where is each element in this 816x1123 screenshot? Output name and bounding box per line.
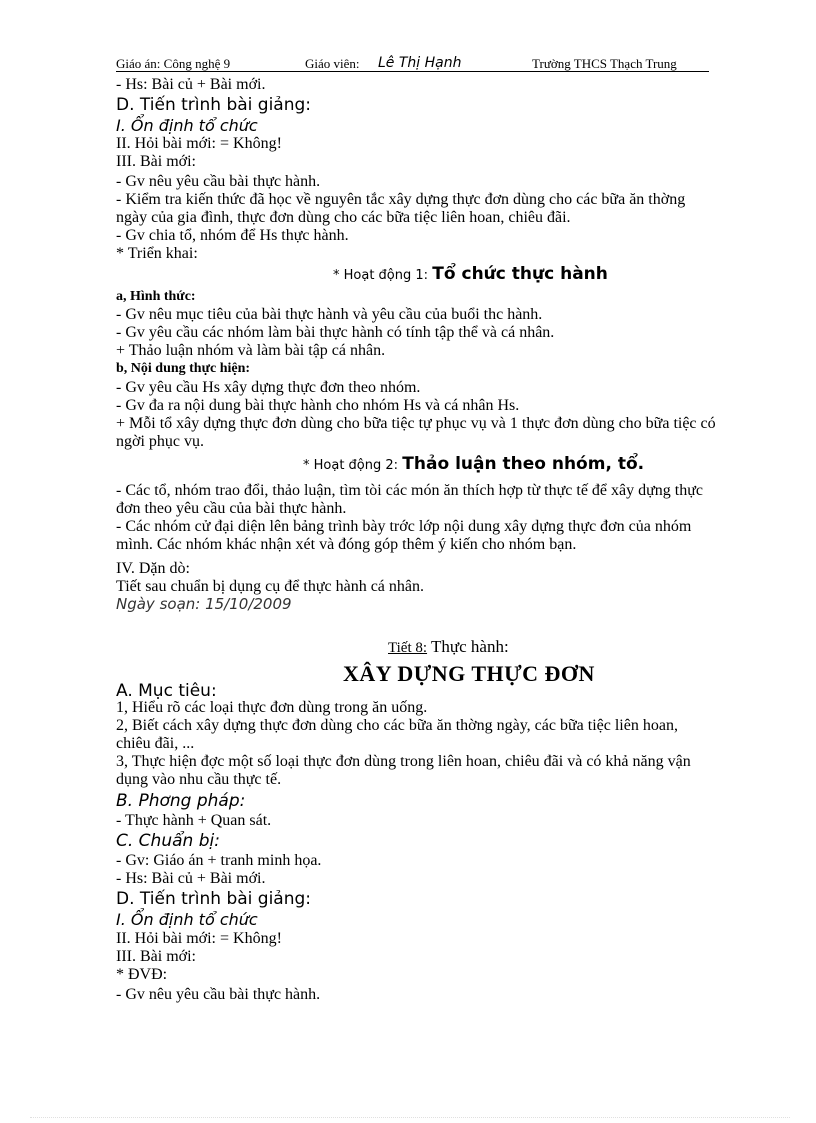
section-heading-i: I. Ổn định tổ chức: [116, 116, 258, 135]
text-line: - Hs: Bài củ + Bài mới.: [116, 870, 266, 887]
lesson-title: XÂY DỰNG THỰC ĐƠN: [343, 661, 595, 686]
text-line: + Thảo luận nhóm và làm bài tập cá nhân.: [116, 342, 386, 359]
text-line: - Gv đa ra nội dung bài thực hành cho nhóm Hs và cá nhân Hs.: [116, 397, 520, 414]
text-line: mình. Các nhóm khác nhận xét và đóng góp thêm ý kiến cho nhóm bạn.: [116, 536, 577, 553]
text-line: - Gv nêu mục tiêu của bài thực hành và yêu cầu của buổi thc hành.: [116, 306, 543, 323]
header-lesson-plan: Giáo án: Công nghệ 9: [116, 56, 231, 71]
text-line: - Hs: Bài củ + Bài mới.: [116, 76, 266, 93]
text-line: - Gv yêu cầu các nhóm làm bài thực hành có tính tập thể và cá nhân.: [116, 324, 555, 341]
text-line: III. Bài mới:: [116, 153, 196, 170]
section-heading-b: B. Phơng pháp:: [116, 791, 246, 811]
section-heading-d2: D. Tiến trình bài giảng:: [116, 889, 312, 909]
text-line: 3, Thực hiện đợc một số loại thực đơn dùng trong liên hoan, chiêu đãi và có khả năng vận: [116, 753, 691, 770]
activity-2-prefix: * Hoạt động 2:: [303, 458, 399, 473]
section-heading-i2: I. Ổn định tổ chức: [116, 910, 258, 929]
text-line: - Gv: Giáo án + tranh minh họa.: [116, 852, 322, 869]
text-line: * Triển khai:: [116, 245, 198, 262]
text-line: - Kiểm tra kiến thức đã học về nguyên tắc xây dựng thực đơn dùng cho các bữa ăn thờng: [116, 191, 686, 208]
header-teacher-label: Giáo viên:: [305, 56, 360, 71]
text-line: dụng vào nhu cầu thực tế.: [116, 771, 282, 788]
header-teacher-name: Lê Thị Hạnh: [378, 55, 462, 71]
text-line: 1, Hiểu rõ các loại thực đơn dùng trong ăn uống.: [116, 699, 428, 716]
text-line: ngời phục vụ.: [116, 433, 205, 450]
text-line: * ĐVĐ:: [116, 966, 168, 983]
page-bottom-rule: [30, 1117, 790, 1118]
text-line: II. Hỏi bài mới: = Không!: [116, 930, 282, 947]
section-a-label: a, Hình thức:: [116, 289, 196, 304]
section-b-label: b, Nội dung thực hiện:: [116, 361, 251, 376]
lesson-number: Tiết 8:: [388, 640, 428, 656]
text-line: - Gv chia tổ, nhóm để Hs thực hành.: [116, 227, 349, 244]
date-prepared: Ngày soạn: 15/10/2009: [116, 595, 292, 613]
header-school: Trường THCS Thạch Trung: [532, 56, 677, 71]
section-heading-d: D. Tiến trình bài giảng:: [116, 95, 312, 115]
activity-2-heading: [303, 454, 644, 476]
text-line: - Gv yêu cầu Hs xây dựng thực đơn theo nhóm.: [116, 379, 421, 396]
text-line: - Các nhóm cử đại diện lên bảng trình bày trớc lớp nội dung xây dựng thực đơn của nhóm: [116, 518, 692, 535]
text-line: chiêu đãi, ...: [116, 735, 195, 752]
text-line: - Các tổ, nhóm trao đổi, thảo luận, tìm tòi các món ăn thích hợp từ thực tế để xây dựng thực: [116, 482, 704, 499]
lesson-type: Thực hành:: [431, 637, 509, 656]
text-line: - Gv nêu yêu cầu bài thực hành.: [116, 986, 321, 1003]
text-line: II. Hỏi bài mới: = Không!: [116, 135, 282, 152]
text-line: 2, Biết cách xây dựng thực đơn dùng cho các bữa ăn thờng ngày, các bữa tiệc liên hoan,: [116, 717, 678, 734]
text-line: - Gv nêu yêu cầu bài thực hành.: [116, 173, 321, 190]
homework-text: Tiết sau chuẩn bị dụng cụ để thực hành cá nhân.: [116, 578, 425, 595]
lesson-header: [388, 637, 509, 658]
activity-1-title: Tổ chức thực hành: [432, 264, 608, 284]
text-line: III. Bài mới:: [116, 948, 196, 965]
activity-1-prefix: * Hoạt động 1:: [333, 268, 429, 283]
text-line: + Mỗi tổ xây dựng thực đơn dùng cho bữa tiệc tự phục vụ và 1 thực đơn dùng cho bữa tiệc có: [116, 415, 716, 432]
text-line: ngày của gia đình, thực đơn dùng cho các bữa tiệc liên hoan, chiêu đãi.: [116, 209, 571, 226]
activity-1-heading: [333, 264, 608, 286]
header-rule: [116, 71, 709, 72]
text-line: đơn theo yêu cầu của bài thực hành.: [116, 500, 347, 517]
section-heading-a: A. Mục tiêu:: [116, 681, 217, 701]
activity-2-title: Thảo luận theo nhóm, tổ.: [402, 454, 645, 474]
homework-label: IV. Dặn dò:: [116, 560, 190, 577]
section-heading-c: C. Chuẩn bị:: [116, 831, 220, 851]
text-line: - Thực hành + Quan sát.: [116, 812, 272, 829]
